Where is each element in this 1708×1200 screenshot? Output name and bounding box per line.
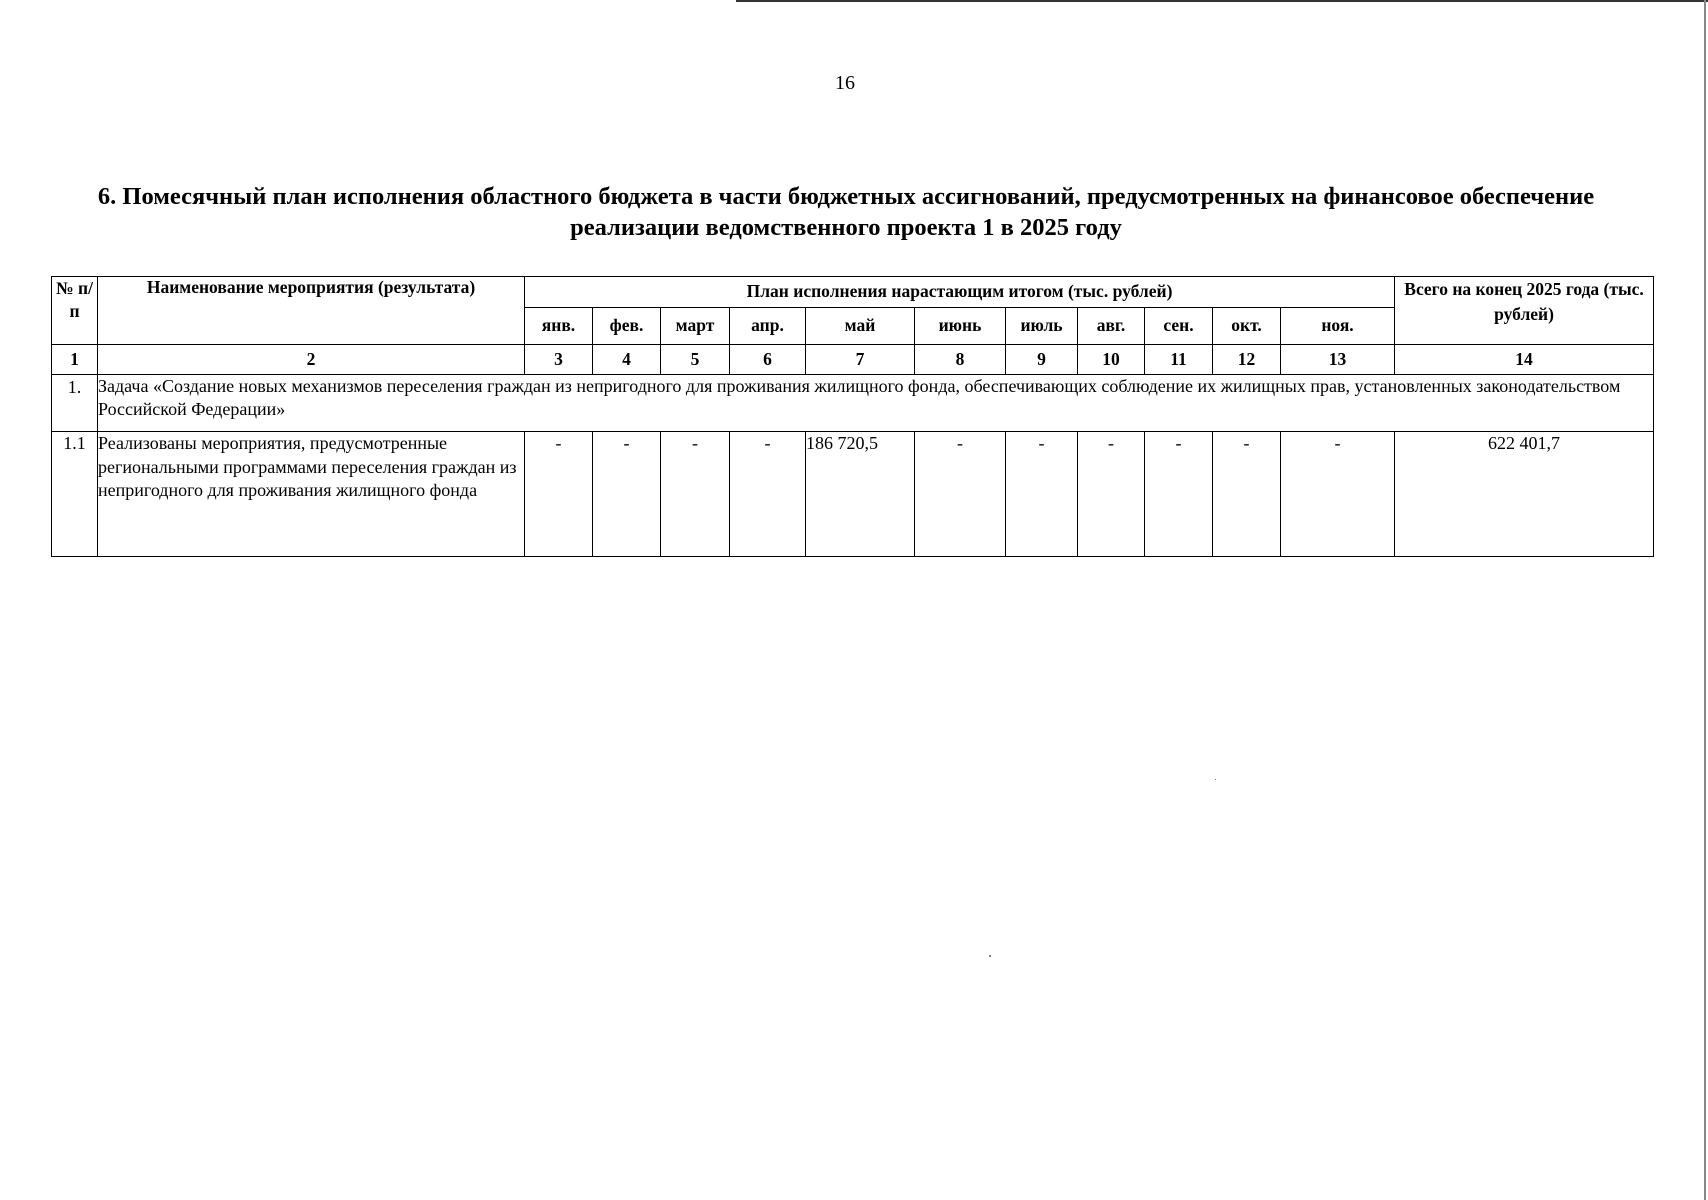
column-index: 4 xyxy=(593,345,661,375)
item-name: Реализованы мероприятия, предусмотренные региональными программами переселения граждан из непригодного для проживания жилищного фонда xyxy=(98,432,525,557)
column-index: 5 xyxy=(661,345,730,375)
header-month: фев. xyxy=(593,308,661,345)
task-number: 1. xyxy=(52,375,98,432)
right-edge-rule xyxy=(1704,0,1706,1200)
top-edge-rule xyxy=(736,0,1708,2)
header-row-1 xyxy=(52,277,1654,308)
column-index-row xyxy=(52,345,1654,375)
header-month: ноя. xyxy=(1281,308,1395,345)
column-index: 3 xyxy=(525,345,593,375)
header-month: май xyxy=(806,308,915,345)
month-value-jun: - xyxy=(915,432,1006,557)
column-index: 2 xyxy=(98,345,525,375)
item-total: 622 401,7 xyxy=(1395,432,1654,557)
header-month: сен. xyxy=(1145,308,1213,345)
column-index: 13 xyxy=(1281,345,1395,375)
column-index: 14 xyxy=(1395,345,1654,375)
column-index: 12 xyxy=(1213,345,1281,375)
month-value-jan: - xyxy=(525,432,593,557)
item-number: 1.1 xyxy=(52,432,98,557)
month-value-sep: - xyxy=(1145,432,1213,557)
column-index: 10 xyxy=(1078,345,1145,375)
header-month: янв. xyxy=(525,308,593,345)
column-index: 1 xyxy=(52,345,98,375)
header-month: апр. xyxy=(730,308,806,345)
month-value-aug: - xyxy=(1078,432,1145,557)
scan-speck xyxy=(989,955,991,957)
header-month: июнь xyxy=(915,308,1006,345)
header-month: март xyxy=(661,308,730,345)
month-value-apr: - xyxy=(730,432,806,557)
header-month: окт. xyxy=(1213,308,1281,345)
month-value-may: 186 720,5 xyxy=(806,432,915,557)
page-title: 6. Помесячный план исполнения областного бюджета в части бюджетных ассигнований, предусмотренных на финансовое обеспечение реализации ведомственного проекта 1 в 2025 году xyxy=(97,183,1595,241)
month-value-jul: - xyxy=(1006,432,1078,557)
table-row xyxy=(52,432,1654,557)
column-index: 7 xyxy=(806,345,915,375)
column-index: 8 xyxy=(915,345,1006,375)
month-value-mar: - xyxy=(661,432,730,557)
column-index: 11 xyxy=(1145,345,1213,375)
header-month: июль xyxy=(1006,308,1078,345)
page-number: 16 xyxy=(835,72,855,94)
task-row xyxy=(52,375,1654,432)
month-value-feb: - xyxy=(593,432,661,557)
header-total: Всего на конец 2025 года (тыс. рублей) xyxy=(1395,277,1654,345)
budget-plan-table xyxy=(51,276,1654,557)
column-index: 6 xyxy=(730,345,806,375)
header-num: № п/п xyxy=(52,277,98,345)
header-plan: План исполнения нарастающим итогом (тыс. рублей) xyxy=(525,277,1395,308)
column-index: 9 xyxy=(1006,345,1078,375)
header-month: авг. xyxy=(1078,308,1145,345)
task-description: Задача «Создание новых механизмов переселения граждан из непригодного для проживания жилищного фонда, обеспечивающих соблюдение их жилищных прав, установленных законодательством Российской Федерации» xyxy=(98,375,1654,432)
scan-speck xyxy=(1215,779,1216,780)
month-value-oct: - xyxy=(1213,432,1281,557)
month-value-nov: - xyxy=(1281,432,1395,557)
header-name: Наименование мероприятия (результата) xyxy=(98,277,525,345)
